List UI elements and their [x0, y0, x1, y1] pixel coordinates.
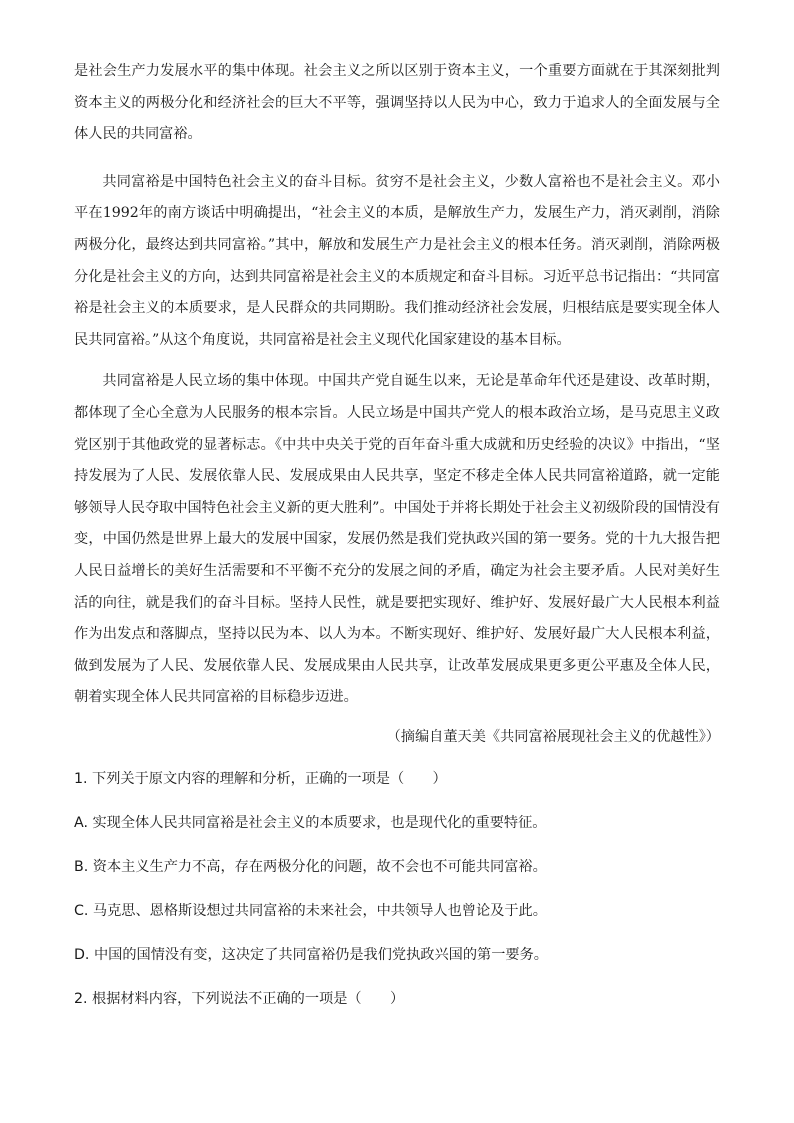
question-2-stem: 2. 根据材料内容，下列说法不正确的一项是（ ） — [74, 990, 405, 1007]
reading-passage — [74, 56, 720, 714]
question-1-option-a: A. 实现全体人民共同富裕是社会主义的本质要求，也是现代化的重要特征。 — [74, 814, 547, 831]
document-page — [74, 56, 720, 1029]
question-1-option-c: C. 马克思、恩格斯设想过共同富裕的未来社会，中共领导人也曾论及于此。 — [74, 902, 547, 919]
question-1-option-d: D. 中国的国情没有变，这决定了共同富裕仍是我们党执政兴国的第一要务。 — [74, 946, 548, 963]
passage-source: （摘编自董天美《共同富裕展现社会主义的优越性》） — [386, 728, 720, 745]
question-list — [74, 765, 720, 1013]
question-1-stem: 1. 下列关于原文内容的理解和分析，正确的一项是（ ） — [74, 770, 447, 787]
passage-paragraph-2: 共同富裕是中国特色社会主义的奋斗目标。贫穷不是社会主义，少数人富裕也不是社会主义。邓小平在1992年的南方谈话中明确提出，“社会主义的本质，是解放生产力，发展生产力，消灭剥削，消除两极分化，最终达到共同富裕。”其中，解放和发展生产力是社会主义的根本任务。消灭剥削，消除两极分化是社会主义的方向，达到共同富裕是社会主义的本质规定和奋斗目标。习近平总书记指出：“共同富裕是社会主义的本质要求，是人民群众的共同期盼。我们推动经济社会发展，归根结底是要实现全体人民共同富裕。”从这个角度说，共同富裕是社会主义现代化国家建设的基本目标。 — [74, 173, 720, 348]
question-1-option-b: B. 资本主义生产力不高，存在两极分化的问题，故不会也不可能共同富裕。 — [74, 858, 547, 875]
passage-paragraph-1: 是社会生产力发展水平的集中体现。社会主义之所以区别于资本主义，一个重要方面就在于其深刻批判资本主义的两极分化和经济社会的巨大不平等，强调坚持以人民为中心，致力于追求人的全面发展与全体人民的共同富裕。 — [74, 63, 720, 143]
passage-paragraph-3: 共同富裕是人民立场的集中体现。中国共产党自诞生以来，无论是革命年代还是建设、改革时期，都体现了全心全意为人民服务的根本宗旨。人民立场是中国共产党人的根本政治立场，是马克思主义政党区别于其他政党的显著标志。《中共中央关于党的百年奋斗重大成就和历史经验的决议》中指出，“坚持发展为了人民、发展依靠人民、发展成果由人民共享，坚定不移走全体人民共同富裕道路，就一定能够领导人民夺取中国特色社会主义新的更大胜利”。中国处于并将长期处于社会主义初级阶段的国情没有变，中国仍然是世界上最大的发展中国家，发展仍然是我们党执政兴国的第一要务。党的十九大报告把人民日益增长的美好生活需要和不平衡不充分的发展之间的矛盾，确定为社会主要矛盾。人民对美好生活的向往，就是我们的奋斗目标。坚持人民性，就是要把实现好、维护好、发展好最广大人民根本利益作为出发点和落脚点，坚持以民为本、以人为本。不断实现好、维护好、发展好最广大人民根本利益，做到发展为了人民、发展依靠人民、发展成果由人民共享，让改革发展成果更多更公平惠及全体人民，朝着实现全体人民共同富裕的目标稳步迈进。 — [74, 373, 720, 706]
